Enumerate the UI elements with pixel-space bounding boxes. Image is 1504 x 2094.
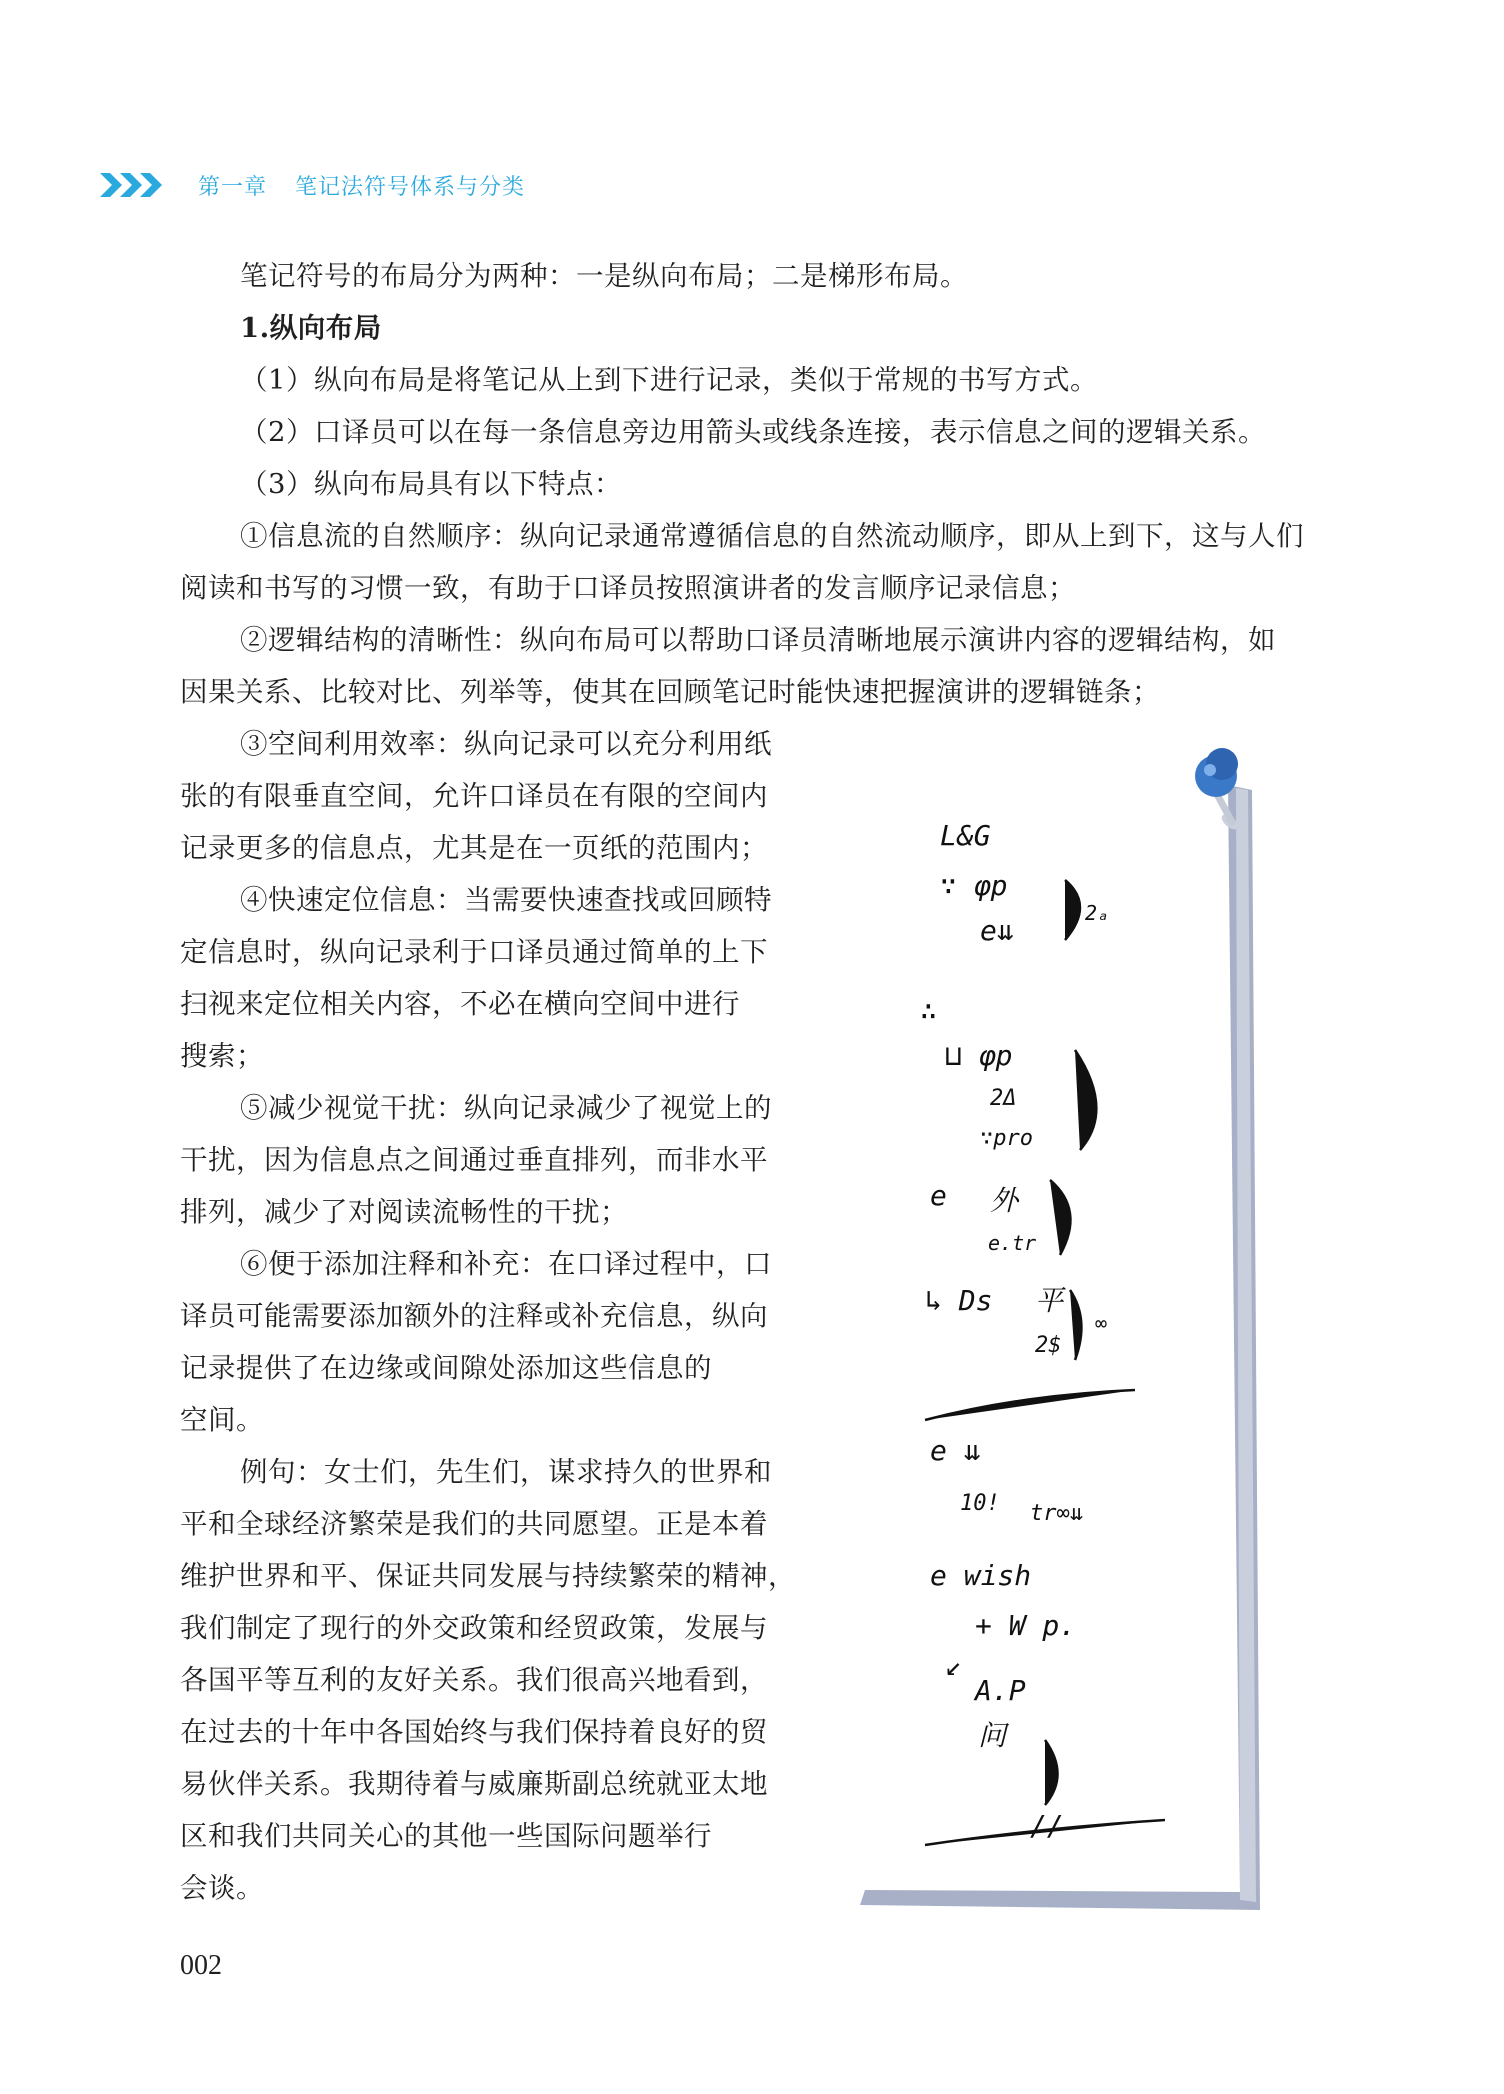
- feature-2-line-2: 因果关系、比较对比、列举等，使其在回顾笔记时能快速把握演讲的逻辑链条；: [180, 676, 1160, 708]
- feature-6-line-2: 译员可能需要添加额外的注释或补充信息，纵向: [180, 1300, 768, 1332]
- note-infinity: ∞: [1095, 1311, 1108, 1335]
- note-2delta: 2Δ: [990, 1086, 1017, 1111]
- example-line-1: 例句：女士们，先生们，谋求持久的世界和: [240, 1456, 772, 1488]
- item-1: （1）纵向布局是将笔记从上到下进行记录，类似于常规的书写方式。: [240, 364, 1098, 396]
- section-heading: 1.纵向布局: [240, 312, 382, 344]
- brace-4: [1070, 1290, 1081, 1360]
- example-line-8: 区和我们共同关心的其他一些国际问题举行: [180, 1820, 712, 1852]
- note-ping: 平: [1035, 1284, 1064, 1317]
- feature-3-line-1: ③空间利用效率：纵向记录可以充分利用纸: [240, 728, 772, 760]
- note-strokes: [925, 880, 1165, 1845]
- feature-1-line-2: 阅读和书写的习惯一致，有助于口译员按照演讲者的发言顺序记录信息；: [180, 572, 1076, 604]
- note-etr: e.tr: [988, 1231, 1037, 1255]
- feature-4-line-1: ④快速定位信息：当需要快速查找或回顾特: [240, 884, 772, 916]
- example-line-6: 在过去的十年中各国始终与我们保持着良好的贸: [180, 1716, 768, 1748]
- note-pro: ∵pro: [980, 1126, 1033, 1151]
- note-e-down-2: e ⇊: [930, 1434, 981, 1467]
- feature-2-line-1: ②逻辑结构的清晰性：纵向布局可以帮助口译员清晰地展示演讲内容的逻辑结构，如: [240, 624, 1276, 656]
- note-wp: + W p.: [975, 1609, 1077, 1642]
- feature-3-line-3: 记录更多的信息点，尤其是在一页纸的范围内；: [180, 832, 768, 864]
- separator-line-1: [925, 1390, 1135, 1420]
- feature-5-line-3: 排列，减少了对阅读流畅性的干扰；: [180, 1196, 628, 1228]
- intro-paragraph: 笔记符号的布局分为两种：一是纵向布局；二是梯形布局。: [240, 260, 968, 292]
- example-line-3: 维护世界和平、保证共同发展与持续繁荣的精神，: [180, 1560, 796, 1592]
- feature-4-line-4: 搜索；: [180, 1040, 264, 1072]
- example-line-9: 会谈。: [180, 1872, 264, 1904]
- note-wen: 问: [978, 1719, 1007, 1752]
- note-2dollar: 2$: [1035, 1333, 1062, 1358]
- note-10: 10!: [960, 1491, 1000, 1516]
- example-line-2: 平和全球经济繁荣是我们的共同愿望。正是本着: [180, 1508, 768, 1540]
- example-line-4: 我们制定了现行的外交政策和经贸政策，发展与: [180, 1612, 768, 1644]
- note-e: e: [930, 1179, 947, 1212]
- chevron-arrows-icon: [100, 170, 180, 200]
- note-cup-p: ⊔ φp: [945, 1039, 1013, 1072]
- feature-4-line-3: 扫视来定位相关内容，不必在横向空间中进行: [180, 988, 740, 1020]
- brace-1: [1065, 880, 1080, 940]
- note-therefore: ∴: [920, 994, 937, 1027]
- chapter-label: 第一章: [198, 174, 268, 200]
- feature-6-line-3: 记录提供了在边缘或间隙处添加这些信息的: [180, 1352, 712, 1384]
- feature-4-line-2: 定信息时，纵向记录利于口译员通过简单的上下: [180, 936, 768, 968]
- note-2a: 2ₐ: [1085, 901, 1110, 925]
- chapter-title: 笔记法符号体系与分类: [295, 174, 526, 200]
- page-number: 002: [180, 1950, 222, 1981]
- chapter-header: [100, 170, 525, 200]
- note-wai: 外: [990, 1184, 1019, 1217]
- note-tr: tr∞⇊: [1030, 1501, 1083, 1526]
- brace-5: [1045, 1740, 1058, 1805]
- feature-5-line-2: 干扰，因为信息点之间通过垂直排列，而非水平: [180, 1144, 768, 1176]
- handwritten-notepad: [860, 730, 1280, 1920]
- note-ds: ↳ Ds: [925, 1284, 993, 1317]
- feature-1-line-1: ①信息流的自然顺序：纵向记录通常遵循信息的自然流动顺序，即从上到下，这与人们: [240, 520, 1304, 552]
- note-e-down: e⇊: [980, 914, 1014, 947]
- note-slash: //: [1030, 1809, 1064, 1842]
- feature-6-line-1: ⑥便于添加注释和补充：在口译过程中，口: [240, 1248, 772, 1280]
- feature-3-line-2: 张的有限垂直空间，允许口译员在有限的空间内: [180, 780, 768, 812]
- header-title: [198, 170, 525, 201]
- brace-2: [1075, 1050, 1096, 1150]
- note-arrow: ↙: [945, 1649, 962, 1682]
- brace-3: [1050, 1180, 1070, 1255]
- feature-5-line-1: ⑤减少视觉干扰：纵向记录减少了视觉上的: [240, 1092, 772, 1124]
- note-ap: A.P: [975, 1674, 1026, 1707]
- note-because-p: ∵ φp: [940, 869, 1008, 902]
- note-e-wish: e wish: [930, 1559, 1032, 1592]
- example-line-7: 易伙伴关系。我期待着与威廉斯副总统就亚太地: [180, 1768, 768, 1800]
- item-3: （3）纵向布局具有以下特点：: [240, 468, 622, 500]
- feature-6-line-4: 空间。: [180, 1404, 264, 1436]
- note-lg: L&G: [940, 819, 991, 852]
- example-line-5: 各国平等互利的友好关系。我们很高兴地看到，: [180, 1664, 768, 1696]
- item-2: （2）口译员可以在每一条信息旁边用箭头或线条连接，表示信息之间的逻辑关系。: [240, 416, 1266, 448]
